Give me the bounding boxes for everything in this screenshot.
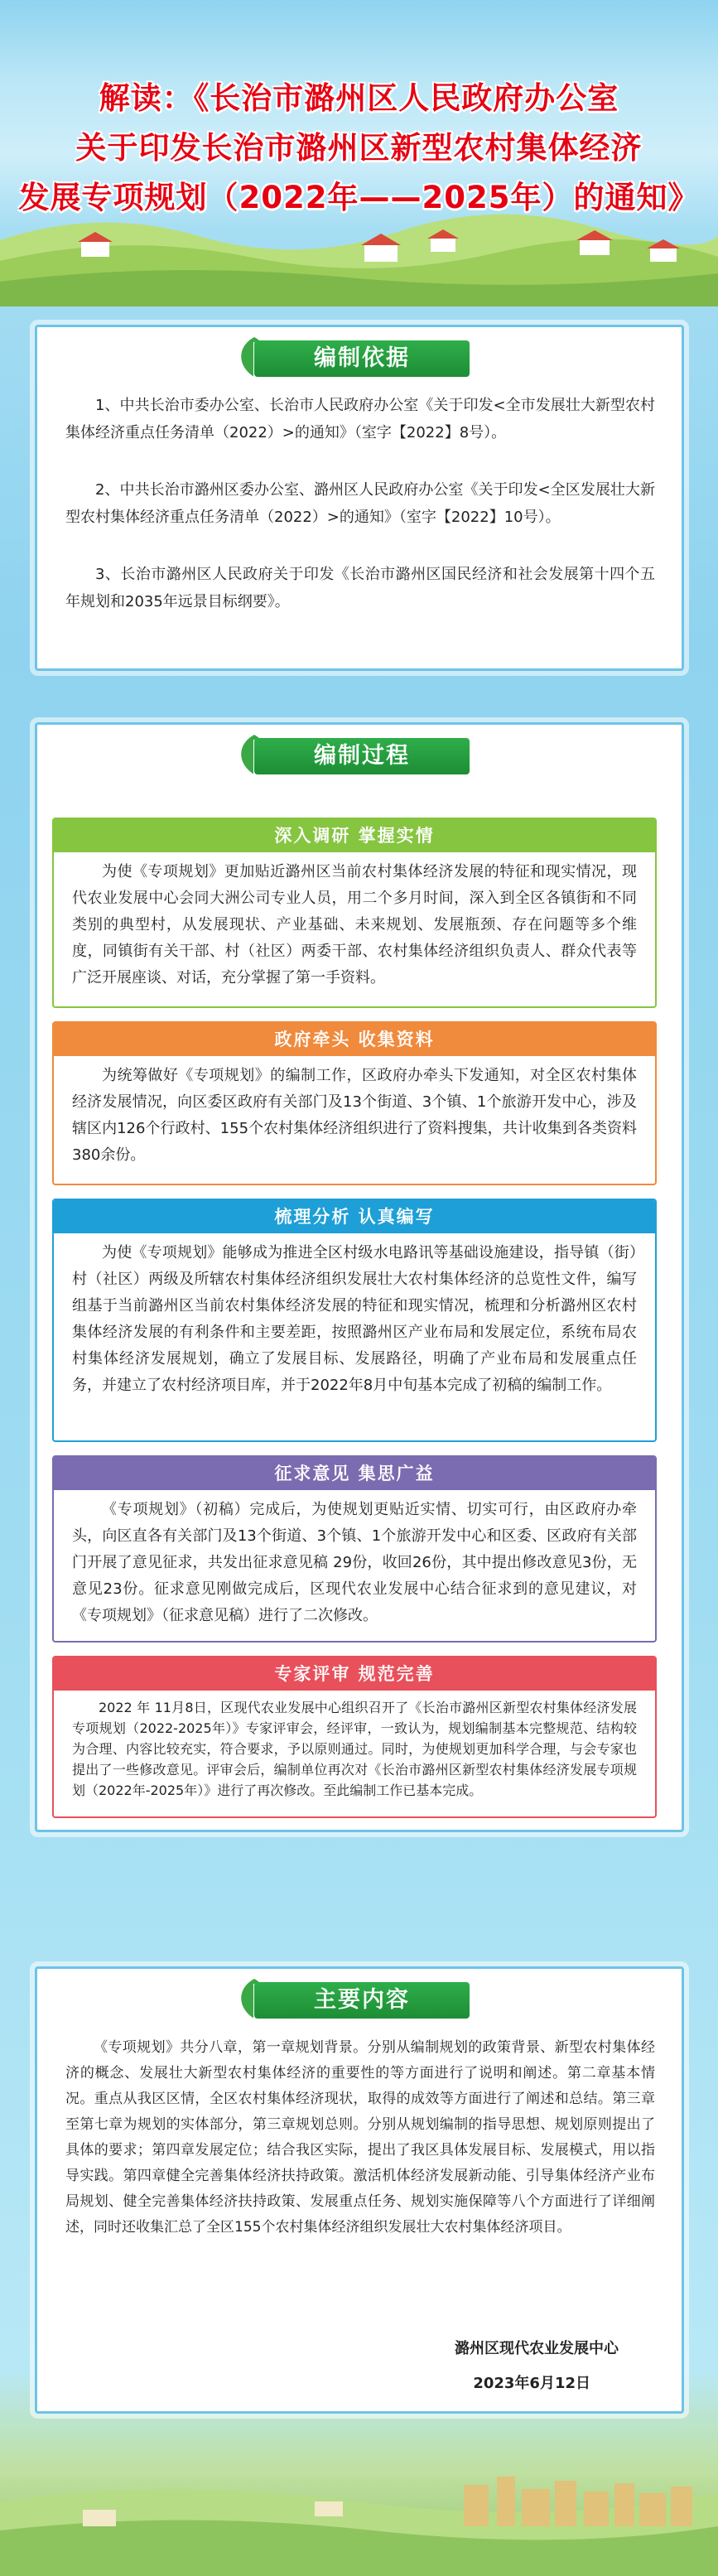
basis-item-1: 1、中共长治市委办公室、长治市人民政府办公室《关于印发<全市发展壮大新型农村集体经济重点任务清单（2022）>的通知》（室字【2022】8号）。 (65, 397, 655, 441)
process-step-title: 梳理分析 认真编写 (54, 1200, 655, 1233)
basis-item-3: 3、长治市潞州区人民政府关于印发《长治市潞州区国民经济和社会发展第十四个五年规划和2035年远景目标纲要》。 (65, 566, 655, 610)
process-step-review (52, 1656, 657, 1818)
content-panel (35, 1966, 684, 2414)
process-step-feedback (52, 1455, 657, 1643)
process-step-analysis (52, 1199, 657, 1442)
date: 2023年6月12日 (473, 2375, 590, 2392)
process-step-text: 为统筹做好《专项规划》的编制工作，区政府办牵头下发通知，对全区农村集体经济发展情况，向区委区政府有关部门及13个街道、3个镇、1个旅游开发中心，涉及辖区内126个行政村、155个农村集体经济组织进行了资料搜集，共计收集到各类资料380余份。 (72, 1067, 637, 1164)
process-step-title: 政府牵头 收集资料 (54, 1023, 655, 1056)
content-heading: 主要内容 (254, 1982, 470, 2019)
process-step-text: 为使《专项规划》更加贴近潞州区当前农村集体经济发展的特征和现实情况，现代农业发展中心会同大洲公司专业人员，用二个多月时间，深入到全区各镇街和不同类别的典型村，从发展现状、产业基础、未来规划、发展瓶颈、存在问题等多个维度，同镇街有关干部、村（社区）两委干部、农村集体经济组织负责人、群众代表等广泛开展座谈、对话，充分掌握了第一手资料。 (72, 863, 637, 987)
basis-heading: 编制依据 (254, 340, 470, 377)
content-text: 《专项规划》共分八章，第一章规划背景。分别从编制规划的政策背景、新型农村集体经济的概念、发展壮大新型农村集体经济的重要性的等方面进行了说明和阐述。第二章基本情况。重点从我区区情，全区农村集体经济现状，取得的成效等方面进行了阐述和总结。第三章至第七章为规划的实体部分，第三章规划总则。分别从规划编制的指导思想、规划原则提出了具体的要求；第四章发展定位；结合我区实际，提出了我区具体发展目标、发展模式，用以指导实践。第四章健全完善集体经济扶持政策。激活机体经济发展新动能、引导集体经济产业布局规划、健全完善集体经济扶持政策、发展重点任务、规划实施保障等八个方面进行了详细阐述，同时还收集汇总了全区155个农村集体经济组织发展壮大农村集体经济项目。 (65, 2039, 655, 2236)
process-step-title: 专家评审 规范完善 (54, 1657, 655, 1691)
title-line-2: 关于印发长治市潞州区新型农村集体经济 (75, 130, 643, 166)
basis-section-header (37, 332, 687, 382)
process-section-header (37, 730, 687, 779)
process-panel (35, 722, 684, 1832)
content-section-header (37, 1974, 687, 2024)
process-step-title: 征求意见 集思广益 (54, 1457, 655, 1490)
process-step-title: 深入调研 掌握实情 (54, 819, 655, 852)
basis-item-2: 2、中共长治市潞州区委办公室、潞州区人民政府办公室《关于印发<全区发展壮大新型农村集体经济重点任务清单（2022）>的通知》（室字【2022】10号）。 (65, 481, 655, 526)
page-header (0, 0, 718, 306)
basis-panel (35, 325, 684, 671)
process-step-text: 《专项规划》（初稿）完成后，为使规划更贴近实情、切实可行，由区政府办牵头，向区直各有关部门及13个街道、3个镇、1个旅游开发中心和区委、区政府有关部门开展了意见征求，共发出征求意见稿 29份，收回26份，其中提出修改意见3份，无意见23份。征求意见刚做完成后，区现代农业发展中心结合征求到的意见建议，对《专项规划》（征求意见稿）进行了二次修改。 (72, 1501, 637, 1624)
process-step-text: 为使《专项规划》能够成为推进全区村级水电路讯等基础设施建设，指导镇（街）村（社区）两级及所辖农村集体经济组织发展壮大农村集体经济的总览性文件，编写组基于当前潞州区当前农村集体经济发展的特征和现实情况，梳理和分析潞州区农村集体经济发展的有利条件和主要差距，按照潞州区产业布局和发展定位，系统布局农村集体经济发展规划，确立了发展目标、发展路径，明确了产业布局和发展重点任务，并建立了农村经济项目库，并于2022年8月中旬基本完成了初稿的编制工作。 (72, 1244, 637, 1394)
bottom-landscape-illustration (0, 2452, 718, 2576)
title-line-3: 发展专项规划（2022年——2025年）的通知》 (18, 180, 700, 215)
countryside-illustration (0, 191, 718, 306)
signer: 潞州区现代农业发展中心 (455, 2340, 619, 2357)
process-step-collect (52, 1021, 657, 1185)
process-step-text: 2022 年 11月8日，区现代农业发展中心组织召开了《长治市潞州区新型农村集体经济发展专项规划（2022-2025年）》专家评审会，经评审，一致认为，规划编制基本完整规范、结构较为合理、内容比较充实，符合要求，予以原则通过。同时，为使规划更加科学合理，与会专家也提出了一些修改意见。评审会后，编制单位再次对《长治市潞州区新型农村集体经济发展专项规划（2022年-2025年）》进行了再次修改。至此编制工作已基本完成。 (72, 1700, 637, 1798)
title-line-1: 解读：《长治市潞州区人民政府办公室 (99, 80, 619, 116)
process-heading: 编制过程 (254, 738, 470, 774)
process-step-research (52, 818, 657, 1008)
